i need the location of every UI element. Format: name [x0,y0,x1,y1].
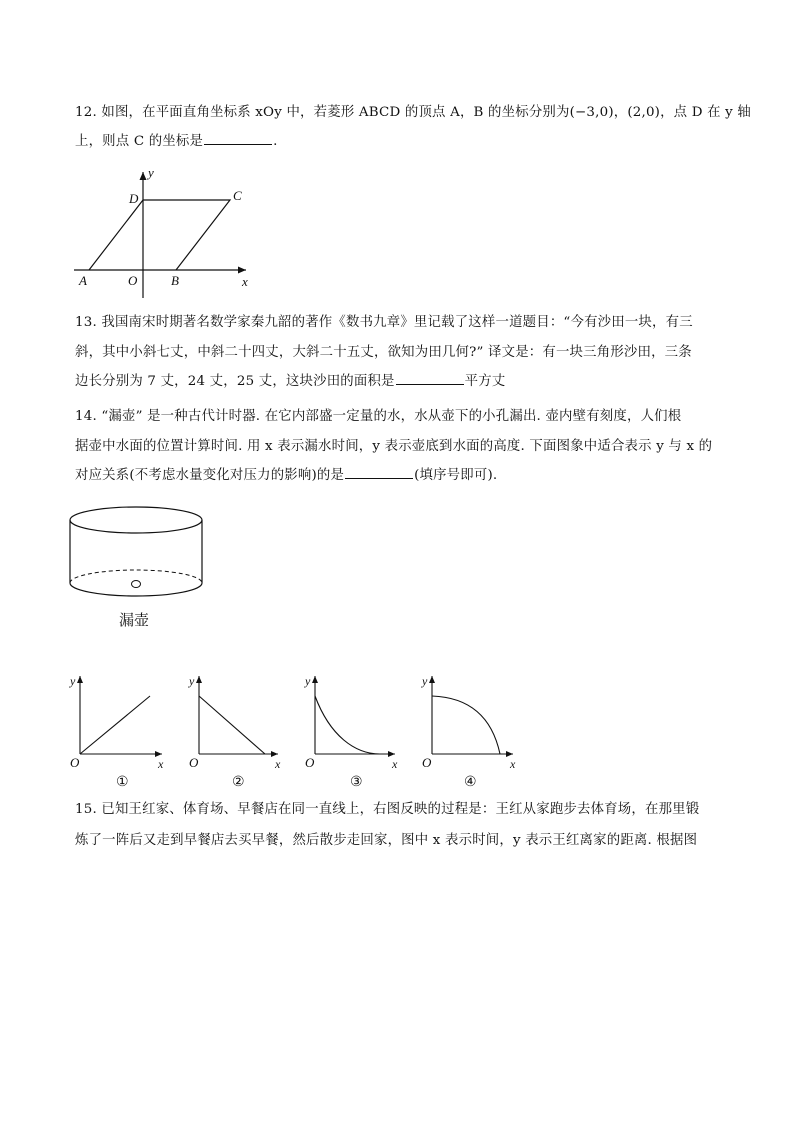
y-axis-label: y [148,165,154,180]
x-axis-arrow-icon [238,267,246,274]
graph-4-y-label: y [422,674,428,688]
q13-line-3-end: 平方丈 [464,374,506,389]
graph-2-y-label: y [189,674,195,688]
label-c: C [233,188,242,203]
graph-4-y-arrow-icon [429,676,435,683]
graph-1-number: ① [116,775,129,790]
graph-4[interactable] [421,674,516,790]
graph-1[interactable] [69,674,164,790]
q15-line-1: 15. 已知王红家、体育场、早餐店在同一直线上，右图反映的过程是：王红从家跑步去体育场，在那里锻 [75,802,700,817]
q12-line-2-end: . [273,134,278,149]
pot-bottom-back [70,570,202,583]
q14-line-3-text: 对应关系(不考虑水量变化对压力的影响)的是 [75,468,345,483]
pot-hole-icon [132,581,141,588]
q14-line-3 [75,466,497,486]
x-axis-label: x [242,274,248,289]
q14-line-3-end: (填序号即可). [414,468,498,483]
label-a: A [79,273,87,288]
q13-line-3-text: 边长分别为 7 丈，24 丈，25 丈，这块沙田的面积是 [75,374,395,389]
graph-2[interactable] [188,674,281,790]
graph-1-curve [80,696,150,754]
graph-3-y-label: y [305,674,311,688]
graph-options [60,668,530,794]
graph-3-x-label: x [392,757,398,771]
q12-line-1: 12. 如图，在平面直角坐标系 xOy 中，若菱形 ABCD 的顶点 A，B 的坐标分别为(−3,0)，(2,0)，点 D 在 y 轴 [75,105,751,120]
water-clock-figure [66,500,211,635]
q14-line-1: 14. “漏壶” 是一种古代计时器. 在它内部盛一定量的水，水从壶下的小孔漏出. 壶内壁有刻度，人们根 [75,409,682,424]
graph-4-x-label: x [510,757,516,771]
graph-1-y-label: y [70,674,76,688]
graph-1-y-arrow-icon [77,676,83,683]
label-o: O [128,273,138,288]
graph-2-curve [199,696,265,754]
pot-top-ellipse [70,507,202,533]
graph-4-number: ④ [464,775,477,790]
q14-answer-blank[interactable] [345,466,413,479]
q13-answer-blank[interactable] [396,372,464,385]
graph-1-origin: O [70,755,80,770]
graph-3[interactable] [304,674,398,790]
label-d: D [129,191,139,206]
q12-line-2-text: 上，则点 C 的坐标是 [75,134,204,149]
q13-line-3 [75,372,505,392]
graph-4-origin: O [422,755,432,770]
q12-line-2 [75,132,278,152]
graph-1-x-label: x [158,757,164,771]
rhombus-abcd [89,200,230,270]
graph-3-y-arrow-icon [312,676,318,683]
graph-3-number: ③ [350,775,363,790]
y-axis-arrow-icon [140,172,147,180]
graph-2-x-label: x [275,757,281,771]
graph-2-number: ② [232,775,245,790]
rhombus-figure [68,160,268,300]
graph-2-origin: O [189,755,199,770]
q14-line-2: 据壶中水面的位置计算时间. 用 x 表示漏水时间，y 表示壶底到水面的高度. 下面图象中适合表示 y 与 x 的 [75,439,713,454]
q13-line-1: 13. 我国南宋时期著名数学家秦九韶的著作《数书九章》里记载了这样一道题目：“今有沙田一块，有三 [75,315,693,330]
q12-answer-blank[interactable] [204,132,272,145]
pot-bottom-front [70,583,202,596]
graph-3-curve [315,696,380,754]
graph-4-curve [432,696,500,754]
q13-line-2: 斜，其中小斜七丈，中斜二十四丈，大斜二十五丈，欲知为田几何?” 译文是：有一块三角形沙田，三条 [75,345,692,360]
label-b: B [171,273,179,288]
pot-caption: 漏壶 [119,613,150,629]
graph-2-y-arrow-icon [196,676,202,683]
q15-line-2: 炼了一阵后又走到早餐店去买早餐，然后散步走回家，图中 x 表示时间，y 表示王红离家的距离. 根据图 [75,833,698,848]
graph-3-origin: O [305,755,315,770]
